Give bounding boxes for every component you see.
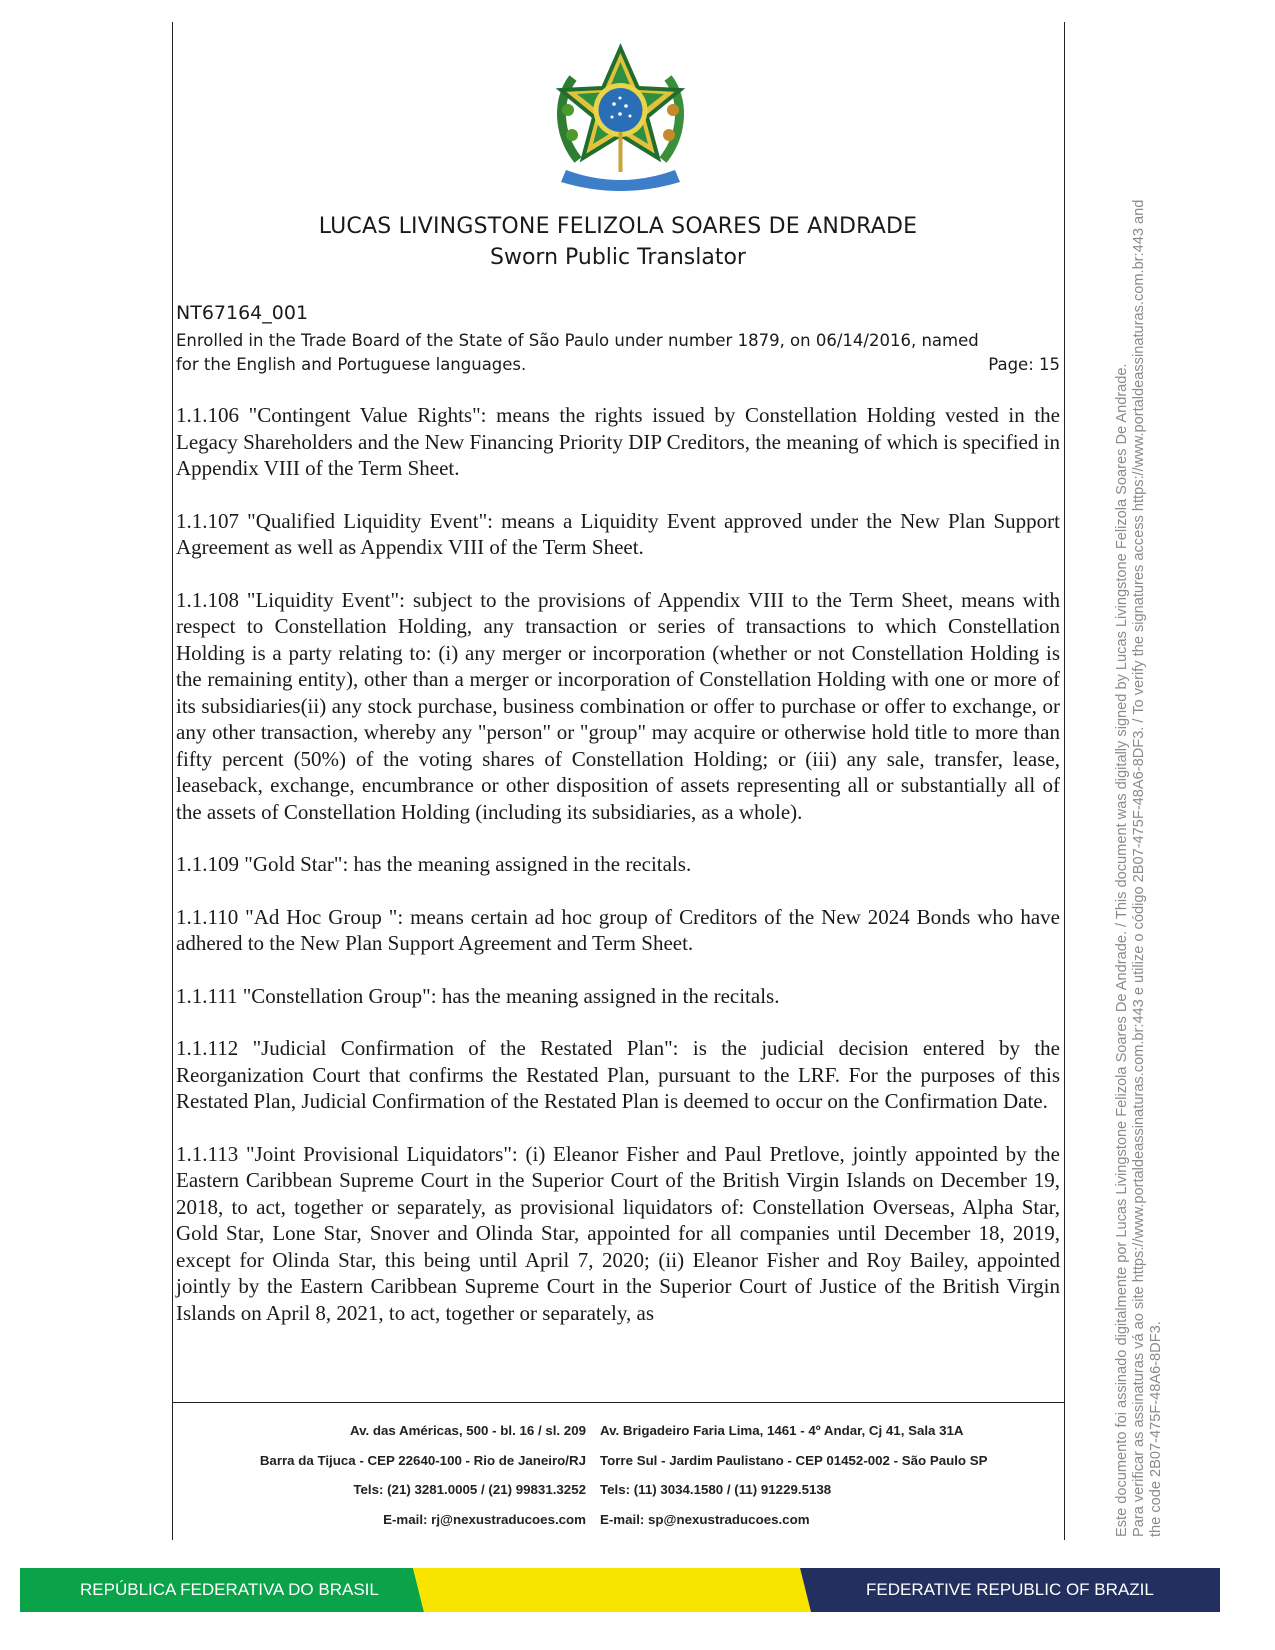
sp-address: Av. Brigadeiro Faria Lima, 1461 - 4º Andar, Cj 41, Sala 31A <box>600 1423 964 1438</box>
document-body <box>176 402 1060 1352</box>
right-margin-rule <box>1064 22 1065 1540</box>
sp-district: Torre Sul - Jardim Paulistano - CEP 01452-002 - São Paulo SP <box>600 1452 988 1468</box>
signature-line-1: Este documento foi assinado digitalmente por Lucas Livingstone Felizola Soares De Andrade. / This document was digitally signed by Lucas Livingstone Felizola Soares De Andrade. <box>1114 363 1130 1537</box>
enrollment-line-2: for the English and Portuguese languages. <box>176 355 527 374</box>
rio-phones: Tels: (21) 3281.0005 / (21) 99831.3252 <box>353 1482 586 1497</box>
rio-email: E-mail: rj@nexustraducoes.com <box>383 1511 586 1527</box>
clause-1-1-111: 1.1.111 "Constellation Group": has the meaning assigned in the recitals. <box>176 983 780 1008</box>
page-number: Page: 15 <box>988 355 1060 374</box>
clause-1-1-108: 1.1.108 "Liquidity Event": subject to the provisions of Appendix VIII to the Term Sheet, means with respect to Constellation Holding, any transaction or series of transactions to which Constellation Holding is a party relating to: (i) any merger or incorporation (whether or not Constellation Holding is the remaining entity), other than a merger or incorporation of Constellation Holding with one or more of its subsidiaries(ii) any stock purchase, business combination or offer to purchase or offer to exchange, or any other transaction, whereby any "person" or "group" may acquire or otherwise hold title to more than fifty percent (50%) of the voting shares of Constellation Holding; or (iii) any sale, transfer, lease, leaseback, exchange, encumbrance or other disposition of assets representing all or substantially all of the assets of Constellation Holding (including its subsidiaries, as a whole). <box>176 587 1060 824</box>
translator-title: Sworn Public Translator <box>490 245 746 270</box>
clause-1-1-107: 1.1.107 "Qualified Liquidity Event": means a Liquidity Event approved under the New Plan Support Agreement as well as Appendix VIII of the Term Sheet. <box>176 508 1060 559</box>
clause-1-1-106: 1.1.106 "Contingent Value Rights": means the rights issued by Constellation Holding vested in the Legacy Shareholders and the New Financing Priority DIP Creditors, the meaning of which is specified in Appendix VIII of the Term Sheet. <box>176 403 1060 480</box>
enrollment-info <box>176 329 1060 377</box>
sp-email: E-mail: sp@nexustraducoes.com <box>600 1511 810 1527</box>
clause-1-1-113: 1.1.113 "Joint Provisional Liquidators": (i) Eleanor Fisher and Paul Pretlove, jointly appointed by the Eastern Caribbean Supreme Court in the Superior Court of the British Virgin Islands on December 19, 2018, to act, together or separately, as provisional liquidators of: Constellation Overseas, Alpha Star, Gold Star, Lone Star, Snover and Olinda Star, appointed for all companies until December 18, 2019, except for Olinda Star, this being until April 7, 2020; (ii) Eleanor Fisher and Roy Bailey, appointed jointly by the Eastern Caribbean Supreme Court in the Superior Court of Justice of the British Virgin Islands on April 8, 2021, to act, together or separately, as <box>176 1141 1060 1325</box>
document-id: NT67164_001 <box>176 302 309 324</box>
footer-divider <box>172 1402 1065 1403</box>
band-label-english: FEDERATIVE REPUBLIC OF BRAZIL <box>866 1580 1154 1599</box>
digital-signature-stamp <box>1114 2 1165 1537</box>
rio-district: Barra da Tijuca - CEP 22640-100 - Rio de Janeiro/RJ <box>259 1452 586 1468</box>
brazil-coat-of-arms-icon <box>548 40 693 195</box>
sp-phones: Tels: (11) 3034.1580 / (11) 91229.5138 <box>600 1482 832 1497</box>
enrollment-line-1: Enrolled in the Trade Board of the State of São Paulo under number 1879, on 06/14/2016, named <box>176 331 979 350</box>
clause-1-1-112: 1.1.112 "Judicial Confirmation of the Restated Plan": is the judicial decision entered by the Reorganization Court that confirms the Restated Plan, pursuant to the LRF. For the purposes of this Restated Plan, Judicial Confirmation of the Restated Plan is deemed to occur on the Confirmation Date. <box>176 1036 1060 1113</box>
rio-address: Av. das Américas, 500 - bl. 16 / sl. 209 <box>349 1423 586 1438</box>
footer-rio-office <box>176 1416 586 1534</box>
signature-line-3: the code 2B07-475F-48A6-8DF3. <box>1148 1321 1164 1537</box>
signature-line-2: Para verificar as assinaturas vá ao site https://www.portaldeassinaturas.com.br:443 e utilize o código 2B07-475F-48A6-8DF3. / To verify the signatures access https://www.portaldeassinaturas.com.br:443 and <box>1131 199 1147 1537</box>
band-label-portuguese: REPÚBLICA FEDERATIVA DO BRASIL <box>80 1580 379 1599</box>
left-margin-rule <box>172 22 173 1540</box>
footer-sao-paulo-office <box>600 1416 1020 1534</box>
translator-name: LUCAS LIVINGSTONE FELIZOLA SOARES DE ANDRADE <box>318 214 918 239</box>
clause-1-1-110: 1.1.110 "Ad Hoc Group ": means certain ad hoc group of Creditors of the New 2024 Bonds who have adhered to the New Plan Support Agreement and Term Sheet. <box>176 904 1060 955</box>
clause-1-1-109: 1.1.109 "Gold Star": has the meaning assigned in the recitals. <box>176 852 692 876</box>
